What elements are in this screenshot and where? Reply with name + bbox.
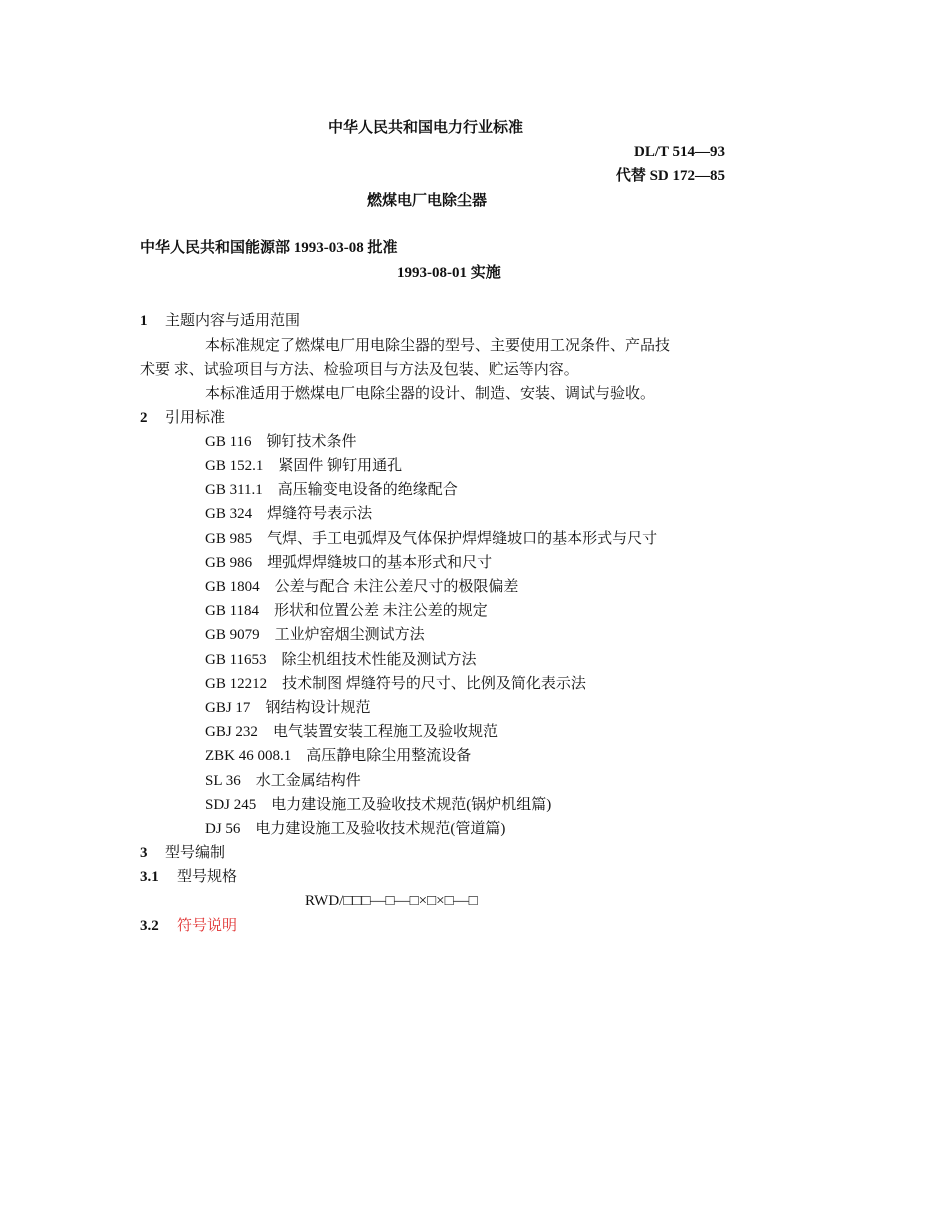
reference-code: ZBK 46 008.1 bbox=[205, 748, 292, 764]
reference-item bbox=[205, 650, 477, 670]
reference-item bbox=[205, 456, 402, 476]
section-title: 主题内容与适用范围 bbox=[165, 313, 301, 329]
reference-code: GBJ 232 bbox=[205, 724, 258, 740]
section-title: 型号规格 bbox=[177, 869, 238, 885]
reference-code: SL 36 bbox=[205, 773, 241, 789]
reference-title: 工业炉窑烟尘测试方法 bbox=[274, 627, 425, 643]
reference-title: 气焊、手工电弧焊及气体保护焊焊缝坡口的基本形式与尺寸 bbox=[267, 531, 658, 547]
reference-title: 电力建设施工及验收技术规范(管道篇) bbox=[255, 821, 506, 837]
reference-item bbox=[205, 698, 370, 718]
section-1-paragraph-1-cont: 术要 求、试验项目与方法、检验项目与方法及包装、贮运等内容。 bbox=[140, 362, 579, 378]
replaces-code: 代替 SD 172—85 bbox=[615, 168, 725, 184]
reference-code: GB 12212 bbox=[205, 676, 268, 692]
reference-title: 焊缝符号表示法 bbox=[267, 506, 373, 522]
reference-title: 水工金属结构件 bbox=[255, 773, 361, 789]
reference-title: 紧固件 铆钉用通孔 bbox=[278, 458, 403, 474]
reference-title: 电力建设施工及验收技术规范(锅炉机组篇) bbox=[271, 797, 552, 813]
standard-title: 中华人民共和国电力行业标准 bbox=[328, 120, 524, 136]
reference-code: GB 9079 bbox=[205, 627, 260, 643]
reference-item bbox=[205, 722, 498, 742]
reference-code: GB 985 bbox=[205, 531, 253, 547]
document-title: 燃煤电厂电除尘器 bbox=[367, 193, 488, 209]
section-title: 符号说明 bbox=[177, 918, 238, 934]
reference-item bbox=[205, 432, 357, 452]
reference-title: 形状和位置公差 未注公差的规定 bbox=[274, 603, 488, 619]
reference-code: DJ 56 bbox=[205, 821, 241, 837]
section-2-heading bbox=[140, 408, 225, 428]
section-1-paragraph-2: 本标准适用于燃煤电厂电除尘器的设计、制造、安装、调试与验收。 bbox=[205, 386, 656, 402]
model-formula: RWD/□□□—□—□×□×□—□ bbox=[305, 893, 478, 909]
standard-code: DL/T 514—93 bbox=[634, 144, 725, 160]
approval-line: 中华人民共和国能源部 1993-03-08 批准 bbox=[140, 240, 398, 256]
reference-code: GB 311.1 bbox=[205, 482, 263, 498]
reference-item bbox=[205, 674, 586, 694]
reference-item bbox=[205, 746, 471, 766]
reference-title: 铆钉技术条件 bbox=[266, 434, 357, 450]
reference-item bbox=[205, 819, 505, 839]
section-number: 3.2 bbox=[140, 918, 159, 934]
reference-item bbox=[205, 504, 372, 524]
section-number: 3 bbox=[140, 845, 148, 861]
section-number: 1 bbox=[140, 313, 148, 329]
reference-title: 高压输变电设备的绝缘配合 bbox=[277, 482, 458, 498]
reference-title: 除尘机组技术性能及测试方法 bbox=[281, 652, 477, 668]
reference-code: GB 116 bbox=[205, 434, 252, 450]
implementation-date: 1993-08-01 实施 bbox=[397, 265, 501, 281]
reference-item bbox=[205, 577, 518, 597]
section-title: 型号编制 bbox=[165, 845, 226, 861]
section-3-1-heading bbox=[140, 867, 237, 887]
reference-code: GB 152.1 bbox=[205, 458, 264, 474]
reference-item bbox=[205, 553, 492, 573]
reference-item bbox=[205, 480, 458, 500]
reference-code: GB 324 bbox=[205, 506, 253, 522]
reference-title: 钢结构设计规范 bbox=[265, 700, 371, 716]
reference-title: 电气装置安装工程施工及验收规范 bbox=[272, 724, 498, 740]
section-title: 引用标准 bbox=[165, 410, 226, 426]
reference-title: 埋弧焊焊缝坡口的基本形式和尺寸 bbox=[267, 555, 493, 571]
section-3-2-heading bbox=[140, 916, 237, 936]
section-1-heading bbox=[140, 311, 300, 331]
reference-item bbox=[205, 771, 361, 791]
reference-item bbox=[205, 795, 551, 815]
reference-item bbox=[205, 625, 425, 645]
reference-code: SDJ 245 bbox=[205, 797, 257, 813]
section-3-heading bbox=[140, 843, 225, 863]
reference-title: 技术制图 焊缝符号的尺寸、比例及简化表示法 bbox=[282, 676, 586, 692]
reference-code: GB 11653 bbox=[205, 652, 267, 668]
reference-code: GBJ 17 bbox=[205, 700, 251, 716]
reference-code: GB 1184 bbox=[205, 603, 260, 619]
section-1-paragraph-1: 本标准规定了燃煤电厂用电除尘器的型号、主要使用工况条件、产品技 bbox=[205, 338, 671, 354]
reference-item bbox=[205, 601, 488, 621]
reference-title: 公差与配合 未注公差尺寸的极限偏差 bbox=[274, 579, 519, 595]
reference-code: GB 1804 bbox=[205, 579, 260, 595]
reference-code: GB 986 bbox=[205, 555, 253, 571]
reference-title: 高压静电除尘用整流设备 bbox=[306, 748, 472, 764]
section-number: 2 bbox=[140, 410, 148, 426]
section-number: 3.1 bbox=[140, 869, 159, 885]
reference-item bbox=[205, 529, 657, 549]
